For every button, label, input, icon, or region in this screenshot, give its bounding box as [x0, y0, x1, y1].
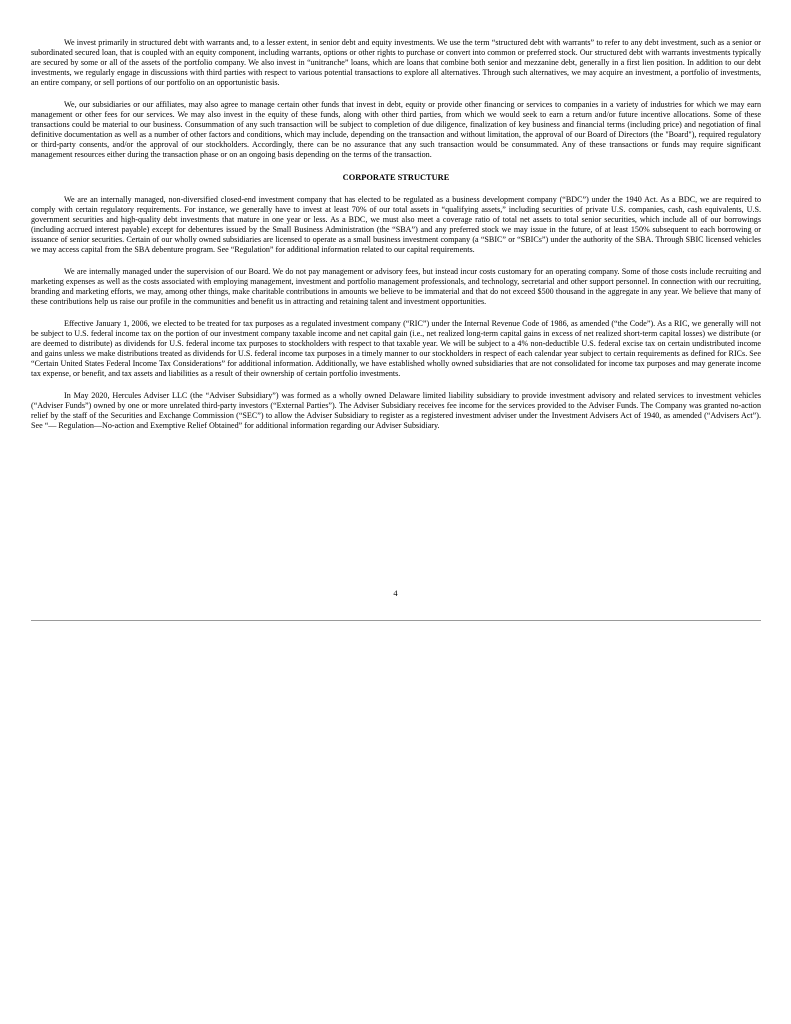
document-page	[31, 38, 761, 443]
paragraph-adviser-subsidiary: In May 2020, Hercules Adviser LLC (the “Adviser Subsidiary”) was formed as a wholly owned Delaware limited liability subsidiary to provide investment advisory and related services to investment vehicles (“Adviser Funds”) owned by one or more unrelated third-party investors (“External Parties”). The Adviser Subsidiary receives fee income for the services provided to the Adviser Funds. The Company was granted no-action relief by the staff of the Securities and Exchange Commission (“SEC”) to allow the Adviser Subsidiary to register as a registered investment adviser under the Investment Advisers Act of 1940, as amended (“Advisers Act”). See “— Regulation—No-action and Exemptive Relief Obtained” for additional information regarding our Adviser Subsidiary.	[31, 391, 761, 431]
paragraph-investment-strategy: We invest primarily in structured debt with warrants and, to a lesser extent, in senior debt and equity investments. We use the term “structured debt with warrants” to refer to any debt investment, such as a senior or subordinated secured loan, that is coupled with an equity component, including warrants, options or other rights to purchase or convert into common or preferred stock. Our structured debt with warrants investments typically are secured by some or all of the assets of the portfolio company. We also invest in “unitranche” loans, which are loans that combine both senior and mezzanine debt, generally in a first lien position. In addition to our debt investments, we regularly engage in discussions with third parties with respect to various potential transactions to explore all alternatives. Through such alternatives, we may acquire an investment, a portfolio of investments, an entire company, or sell portions of our portfolio on an opportunistic basis.	[31, 38, 761, 88]
paragraph-managed-funds: We, our subsidiaries or our affiliates, may also agree to manage certain other funds that invest in debt, equity or provide other financing or services to companies in a variety of industries for which we may earn management or other fees for our services. We may also invest in the equity of these funds, along with other third parties, from which we would seek to earn a return and/or future incentive allocations. Some of these transactions could be material to our business. Consummation of any such transaction will be subject to completion of due diligence, finalization of key business and financial terms (including price) and negotiation of final definitive documentation as well as a number of other factors and conditions, which may include, depending on the transaction and without limitation, the approval of our Board of Directors (the "Board"), required regulatory or third-party consents, and/or the approval of our stockholders. Accordingly, there can be no assurance that any such transaction would be consummated. Any of these transactions or funds may require significant management resources either during the transaction phase or on an ongoing basis depending on the terms of the transaction.	[31, 100, 761, 160]
page-divider	[31, 620, 761, 621]
paragraph-internal-management: We are internally managed under the supervision of our Board. We do not pay management or advisory fees, but instead incur costs customary for an operating company. Some of those costs include recruiting and marketing expenses as well as the costs associated with employing management, investment and portfolio management professionals, and technology, secretarial and other support personnel. In connection with our recruiting, branding and marketing efforts, we may, among other things, make charitable contributions in amounts we believe to be immaterial and that do not exceed $500 thousand in the aggregate in any year. We believe that many of these contributions help us raise our profile in the communities and benefit us in attracting and retaining talent and investment opportunities.	[31, 266, 761, 306]
page-number: 4	[393, 589, 398, 598]
paragraph-bdc-regulation: We are an internally managed, non-diversified closed-end investment company that has elected to be regulated as a business development company (“BDC”) under the 1940 Act. As a BDC, we are required to comply with certain regulatory requirements. For instance, we generally have to invest at least 70% of our total assets in “qualifying assets,” including securities of private U.S. companies, cash, cash equivalents, U.S. government securities and high-quality debt investments that mature in one year or less. As a BDC, we must also meet a coverage ratio of total net assets to total senior securities, which include all of our borrowings (including accrued interest payable) except for debentures issued by the Small Business Administration (the “SBA”) and any preferred stock we may issue in the future, of at least 150% subsequent to each borrowing or issuance of senior securities. Certain of our wholly owned subsidiaries are licensed to operate as a small business investment company (a “SBIC” or “SBICs”) under the authority of the SBA. Through SBIC licensed vehicles we may access capital from the SBA debenture program. See “Regulation” for additional information related to our capital requirements.	[31, 194, 761, 254]
paragraph-ric-tax: Effective January 1, 2006, we elected to be treated for tax purposes as a regulated investment company (“RIC”) under the Internal Revenue Code of 1986, as amended (“the Code”). As a RIC, we generally will not be subject to U.S. federal income tax on the portion of our investment company taxable income and net capital gain (i.e., net realized long-term capital gains in excess of net realized short-term capital losses) we distribute (or are deemed to distribute) as dividends for U.S. federal income tax purposes to stockholders with respect to that taxable year. We will be subject to a 4% non-deductible U.S. federal excise tax on certain undistributed income and gains unless we make distributions treated as dividends for U.S. federal income tax purposes in a timely manner to our stockholders in respect of each calendar year subject to certain requirements as defined for RICs. See “Certain United States Federal Income Tax Considerations” for additional information. Additionally, we have established wholly owned subsidiaries that are not consolidated for income tax purposes and may generate income tax expense, or benefit, and tax assets and liabilities as a result of their ownership of certain portfolio investments.	[31, 318, 761, 379]
section-heading-corporate-structure: CORPORATE STRUCTURE	[342, 172, 450, 182]
